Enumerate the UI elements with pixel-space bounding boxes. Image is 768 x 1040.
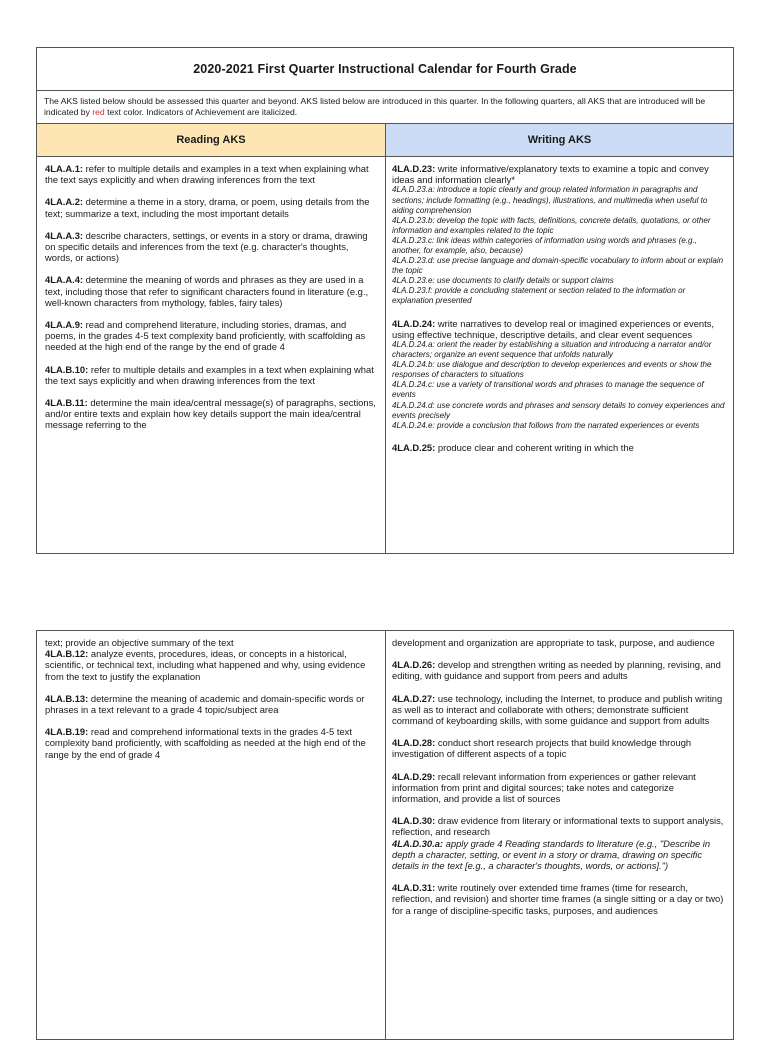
standard-code: 4LA.B.13:	[45, 692, 89, 704]
standard-code: 4LA.D.30:	[392, 815, 436, 827]
standard-code: 4LA.A.2:	[45, 196, 84, 208]
standard-text: draw evidence from literary or informational texts to support analysis, reflection, and research	[392, 815, 724, 838]
calendar-table-page-2	[36, 630, 734, 1040]
indicator-4la-d-24-d: 4LA.D.24.d: use concrete words and phrases and sensory details to convey experiences and events precisely	[392, 400, 725, 420]
indicator-4la-d-24-e: 4LA.D.24.e: provide a conclusion that follows from the narrated experiences or events	[392, 420, 700, 430]
standard-text: develop and strengthen writing as needed by planning, revising, and editing, with guidance and support from peers and adults	[392, 659, 721, 682]
standard-4la-b-10	[45, 364, 377, 386]
column-headers	[37, 124, 733, 157]
standard-text: read and comprehend literature, including stories, dramas, and poems, in the grades 4-5 text complexity band proficiently, with scaffolding as needed at the high end of the range by the end of grade 4	[45, 319, 366, 353]
standard-code: 4LA.A.4:	[45, 274, 84, 286]
standard-4la-a-2	[45, 196, 377, 218]
indicator-4la-d-23-e: 4LA.D.23.e: use documents to clarify details or support claims	[392, 276, 614, 286]
standard-4la-a-3	[45, 230, 377, 264]
indicator-4la-d-23-a: 4LA.D.23.a: introduce a topic clearly and group related information in paragraphs and sections; include formatting (e.g., headings), illustrations, and multimedia when useful to aiding comprehension	[392, 185, 708, 215]
standard-4la-d-28	[392, 737, 725, 759]
intro-note	[37, 91, 733, 124]
standard-text: describe characters, settings, or events in a story or drama, drawing on specific details and inferences from the text (e.g. character's thoughts, words, or actions)	[45, 229, 368, 264]
standard-text: write routinely over extended time frames (time for research, reflection, and revision) and shorter time frames (a single sitting or a day or two) for a range of discipline-specific tasks, purposes, and audiences	[392, 882, 724, 916]
standard-code: 4LA.A.3:	[45, 229, 84, 241]
standard-text: write informative/explanatory texts to examine a topic and convey ideas and information clearly*	[392, 163, 709, 186]
standard-text: refer to multiple details and examples in a text when explaining what the text says explicitly and when drawing inferences from the text	[45, 363, 374, 386]
standard-4la-d-26	[392, 659, 725, 681]
standard-text: refer to multiple details and examples in a text when explaining what the text says explicitly and when drawing inferences from the text	[45, 163, 369, 186]
calendar-table-page-1	[36, 47, 734, 554]
standard-text: determine the meaning of academic and domain-specific words or phrases in a text relevant to a grade 4 topic/subject area	[45, 692, 365, 716]
intro-red-word: red	[92, 107, 105, 117]
standard-4la-b-13	[45, 693, 377, 715]
writing-column-continued	[386, 631, 733, 1039]
standard-code: 4LA.D.28:	[392, 737, 436, 749]
standard-code: 4LA.D.27:	[392, 692, 436, 704]
standard-code: 4LA.D.23:	[392, 163, 436, 174]
standard-text: conduct short research projects that build knowledge through investigation of different aspects of a topic	[392, 737, 692, 760]
indicator-4la-d-23-d: 4LA.D.23.d: use precise language and domain-specific vocabulary to inform about or explain the topic	[392, 256, 724, 276]
standard-code: 4LA.D.25:	[392, 441, 436, 453]
standard-4la-a-9	[45, 319, 377, 353]
standard-text: produce clear and coherent writing in which the	[435, 441, 634, 453]
intro-text-b: text color. Indicators of Achievement are italicized.	[104, 107, 298, 117]
standard-text: use technology, including the Internet, to produce and publish writing as well as to interact and collaborate with others; demonstrate sufficient command of keyboarding skills, with some guidance and support from adults	[392, 692, 723, 727]
standard-4la-d-25-continued: development and organization are appropriate to task, purpose, and audience	[392, 637, 715, 648]
standard-text: determine the meaning of words and phrases as they are used in a text, including those that refer to significant characters found in literature (e.g., well-known characters from mythology, fables, fairy tales)	[45, 274, 369, 308]
standard-4la-b-12	[45, 648, 377, 682]
standard-text: apply grade 4 Reading standards to literature (e.g., "Describe in depth a character, setting, or event in a story or drama, drawing on specific details in the text [e.g., a character's thoughts, words, or actions].")	[392, 837, 711, 872]
standard-4la-b-11-continued: text; provide an objective summary of the text	[45, 637, 234, 648]
standard-4la-d-25	[392, 442, 725, 453]
standard-text: write narratives to develop real or imagined experiences or events, using effective technique, descriptive details, and clear event sequences	[392, 317, 715, 340]
standard-4la-b-19	[45, 726, 377, 760]
standard-code: 4LA.B.11:	[45, 397, 88, 409]
indicator-4la-d-24-b: 4LA.D.24.b: use dialogue and description to develop experiences and events or show the responses of characters to situations	[392, 360, 712, 380]
indicator-4la-d-23-c: 4LA.D.23.c: link ideas within categories of information using words and phrases (e.g., another, for example, also, because)	[392, 235, 698, 255]
indicator-4la-d-24-c: 4LA.D.24.c: use a variety of transitional words and phrases to manage the sequence of events	[392, 380, 704, 400]
intro-text-a: The AKS listed below should be assessed this quarter and beyond. AKS listed below are introduced in this quarter. In the following quarters, all AKS that are introduced will be indicated by	[44, 96, 706, 117]
standard-text: recall relevant information from experiences or gather relevant information from print and digital sources; take notes and categorize information, and provide a list of sources	[392, 770, 696, 805]
standard-code: 4LA.A.9:	[45, 319, 84, 331]
standard-4la-d-29	[392, 771, 725, 805]
standard-code: 4LA.D.30.a:	[392, 837, 444, 849]
reading-column-continued	[37, 631, 386, 1039]
standard-4la-d-31	[392, 882, 725, 916]
standard-code: 4LA.D.31:	[392, 882, 436, 894]
standard-4la-d-30	[392, 815, 725, 837]
standard-text: determine a theme in a story, drama, or poem, using details from the text; summarize a text, including the most important details	[45, 196, 370, 219]
standard-4la-d-23	[392, 163, 725, 185]
standard-4la-d-24	[392, 318, 725, 340]
standard-text: determine the main idea/central message(s) of paragraphs, sections, and/or entire texts and explain how key details support the main idea/central message referring to the	[45, 397, 376, 431]
indicator-4la-d-23-f: 4LA.D.23.f: provide a concluding statement or section related to the information or explanation presented	[392, 286, 686, 306]
writing-aks-header: Writing AKS	[386, 124, 733, 156]
indicator-4la-d-24-a: 4LA.D.24.a: orient the reader by establishing a situation and introducing a narrator and/or characters; organize an event sequence that unfolds naturally	[392, 339, 712, 360]
calendar-title: 2020-2021 First Quarter Instructional Calendar for Fourth Grade	[37, 48, 733, 91]
standard-4la-b-11	[45, 397, 377, 431]
standard-code: 4LA.B.12:	[45, 648, 89, 660]
standard-4la-d-27	[392, 693, 725, 727]
standards-row-continued	[37, 631, 733, 1039]
standard-code: 4LA.A.1:	[45, 163, 84, 174]
standard-4la-a-1	[45, 163, 377, 185]
standard-4la-a-4	[45, 274, 377, 308]
standard-code: 4LA.D.24:	[392, 317, 436, 329]
standard-text: read and comprehend informational texts in the grades 4-5 text complexity band proficiently, with scaffolding as needed at the high end of the range by the end of grade 4	[45, 726, 366, 760]
reading-column	[37, 157, 386, 554]
indicator-4la-d-30-a	[392, 838, 725, 872]
writing-column	[386, 157, 733, 554]
standard-text: analyze events, procedures, ideas, or concepts in a historical, scientific, or technical text, including what happened and why, using evidence from the text to justify the explanation	[45, 648, 366, 682]
standards-row	[37, 157, 733, 554]
indicator-4la-d-23-b: 4LA.D.23.b: develop the topic with facts, definitions, concrete details, quotations, or other information and examples related to the topic	[392, 215, 711, 235]
standard-code: 4LA.D.29:	[392, 770, 436, 782]
reading-aks-header: Reading AKS	[37, 124, 386, 156]
standard-code: 4LA.D.26:	[392, 659, 436, 671]
standard-code: 4LA.B.10:	[45, 363, 89, 375]
standard-code: 4LA.B.19:	[45, 726, 89, 738]
